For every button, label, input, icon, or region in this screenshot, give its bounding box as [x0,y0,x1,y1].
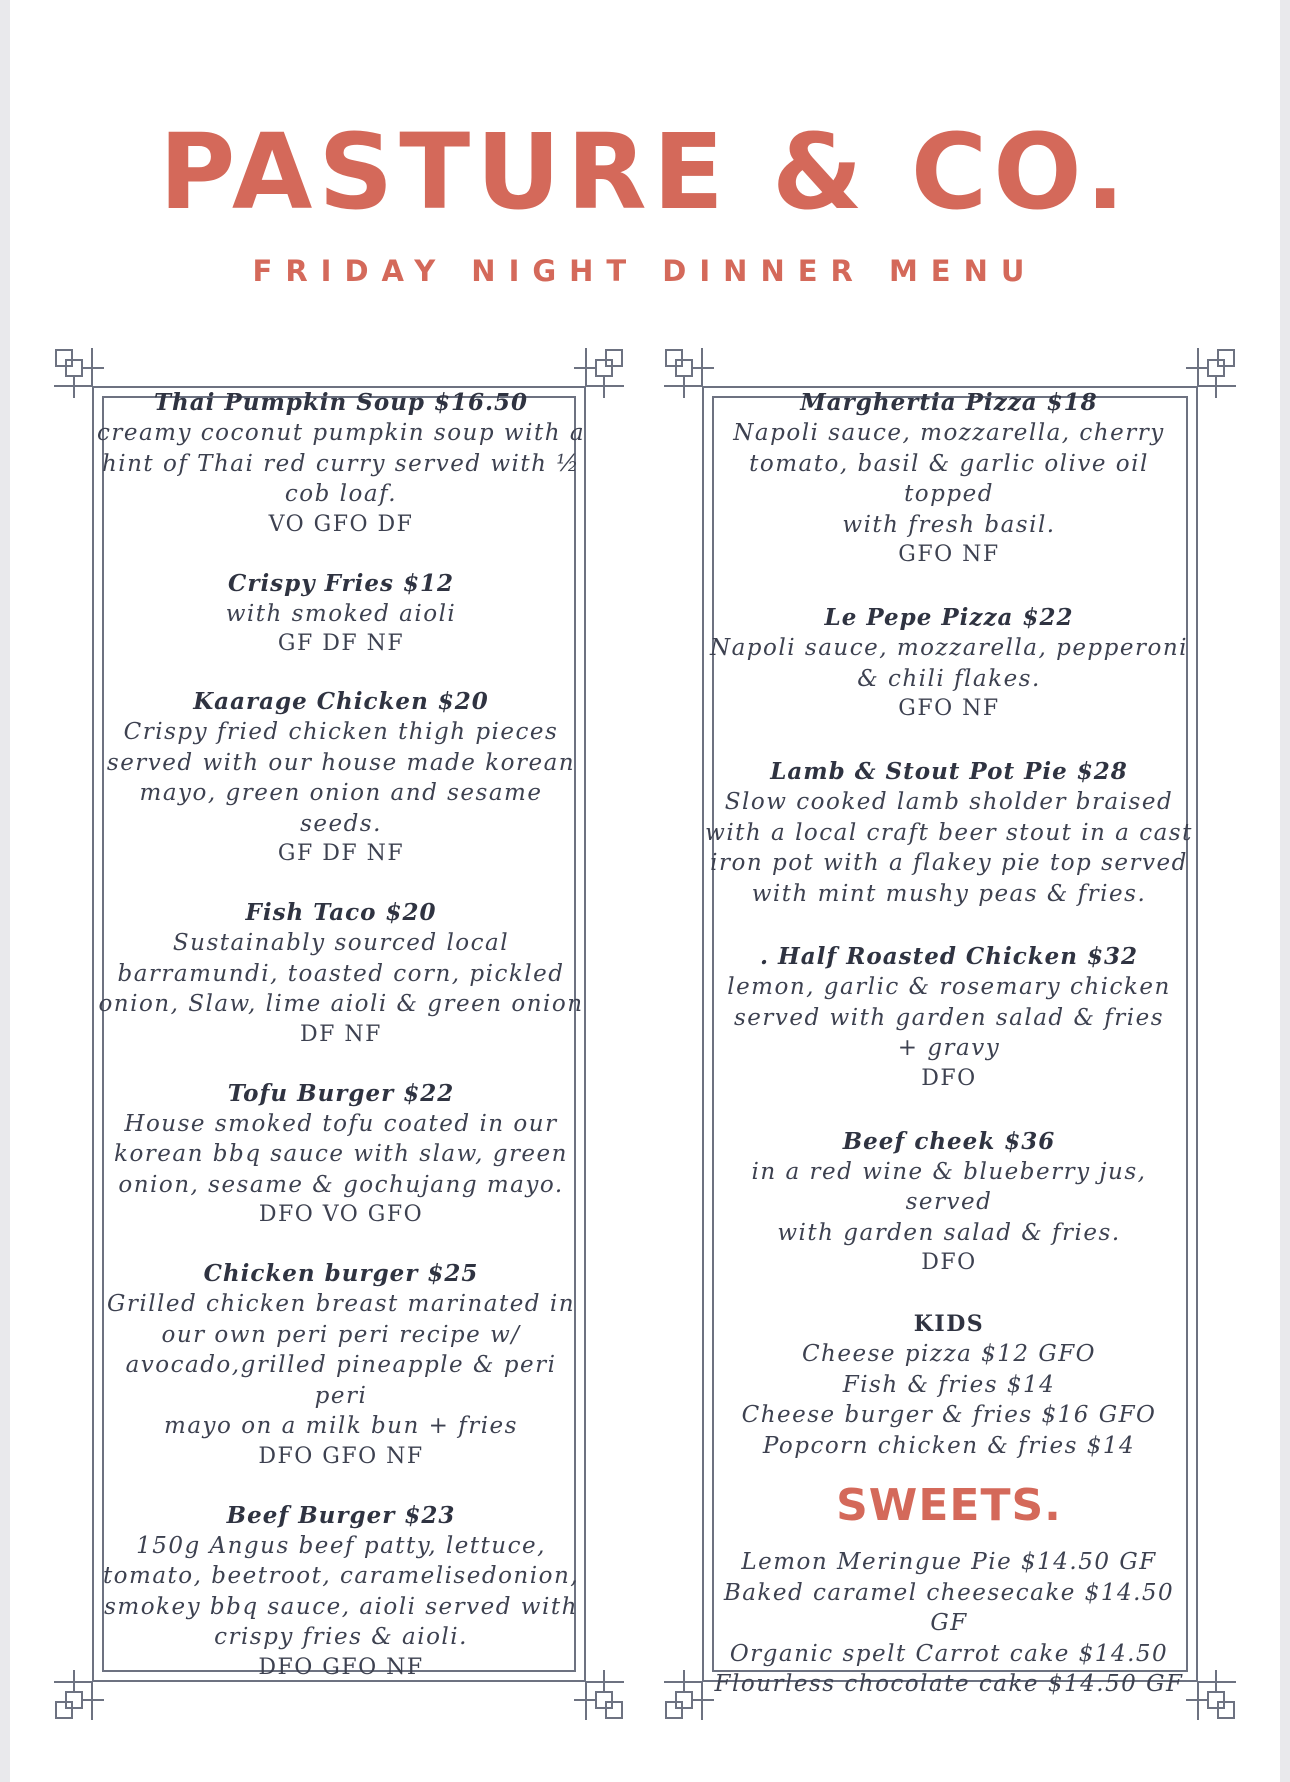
item-name: Kaarage Chicken $20 [193,688,489,715]
item-desc-line: mayo on a milk bun + fries [164,1413,518,1439]
item-name: Beef Burger $23 [226,1501,456,1529]
menu-item [704,603,1194,724]
item-desc-line: with garden salad & fries. [777,1219,1121,1246]
menu-item [96,687,586,869]
sweets-menu-line: Flourless chocolate cake $14.50 GF [714,1671,1184,1697]
menu-item [96,388,586,540]
item-desc-line: tomato, beetroot, caramelisedonion, [102,1563,580,1589]
item-name: Beef cheek $36 [842,1127,1056,1155]
sweets-menu-line: Organic spelt Carrot cake $14.50 [729,1640,1169,1667]
item-name: Le Pepe Pizza $22 [824,604,1074,631]
menu-item [96,898,586,1050]
item-desc-line: mayo, green onion and sesame seeds. [139,780,543,837]
item-desc-line: crispy fries & aioli. [214,1624,468,1650]
item-desc-line: creamy coconut pumpkin soup with a [96,420,586,446]
kids-menu-line: Fish & fries $14 [842,1371,1056,1398]
item-desc-line: avocado,grilled pineapple & peri peri [125,1352,557,1409]
menu-item [96,1079,586,1231]
item-desc-line: lemon, garlic & rosemary chicken [727,974,1171,1000]
sweets-section [704,1481,1194,1700]
item-desc-line: barramundi, toasted corn, pickled [117,960,565,987]
item-desc-line: smokey bbq sauce, aioli served with [104,1593,578,1620]
menu-item [704,388,1194,570]
item-tags: GFO NF [898,542,1000,567]
item-tags: GFO NF [898,696,1000,721]
item-desc-line: House smoked tofu coated in our [124,1110,558,1137]
item-desc-line: hint of Thai red curry served with ½ [101,450,581,477]
item-desc-line: + gravy [897,1035,1001,1061]
item-desc-line: with mint mushy peas & fries. [751,880,1147,907]
item-desc-line: Grilled chicken breast marinated in [106,1291,576,1317]
item-name: Marghertia Pizza $18 [800,389,1098,416]
item-desc-line: cob loaf. [284,481,398,507]
menu-subtitle: FRIDAY NIGHT DINNER MENU [252,254,1038,288]
item-desc-line: our own peri peri recipe w/ [161,1321,521,1348]
item-tags: DFO GFO NF [258,1443,424,1469]
kids-section [704,1309,1194,1461]
item-tags: DFO GFO NF [258,1654,424,1680]
item-desc-line: onion, Slaw, lime aioli & green onion [98,991,584,1017]
menu-item [704,757,1194,909]
sweets-menu-line: Baked caramel cheesecake $14.50 GF [723,1579,1175,1636]
item-tags: DFO [921,1250,977,1275]
menu-item [96,1259,586,1472]
item-name: . Half Roasted Chicken $32 [759,943,1139,970]
right-menu-column [704,388,1194,1700]
item-desc-line: korean bbq sauce with slaw, green [114,1141,568,1167]
sweets-menu-line: Lemon Meringue Pie $14.50 GF [741,1549,1157,1575]
item-desc-line: Crispy fried chicken thigh pieces [123,719,559,745]
item-tags: DF NF [300,1021,382,1047]
kids-menu-line: Cheese pizza $12 GFO [801,1341,1097,1367]
sweets-title: SWEETS. [836,1480,1062,1531]
item-tags: DFO VO GFO [258,1202,424,1227]
item-name: Thai Pumpkin Soup $16.50 [153,389,529,416]
kids-menu-line: Popcorn chicken & fries $14 [762,1432,1136,1459]
item-desc-line: with smoked aioli [225,600,457,627]
kids-menu-line: Cheese burger & fries $16 GFO [741,1402,1157,1428]
item-desc-line: served with our house made korean [106,749,576,776]
item-tags: GF DF NF [277,631,405,656]
menu-item [96,1501,586,1683]
item-desc-line: with a local craft beer stout in a cast [705,819,1193,846]
item-desc-line: onion, sesame & gochujang mayo. [118,1171,564,1198]
item-desc-line: Napoli sauce, mozzarella, cherry [733,420,1165,446]
item-desc-line: Sustainably sourced local [172,930,510,956]
left-menu-column [96,388,586,1683]
item-desc-line: tomato, basil & garlic olive oil topped [749,450,1149,507]
item-name: Chicken burger $25 [203,1260,479,1287]
menu-item [704,942,1194,1094]
item-desc-line: 150g Angus beef patty, lettuce, [136,1532,546,1559]
item-desc-line: Slow cooked lamb sholder braised [724,789,1174,815]
item-desc-line: with fresh basil. [842,511,1056,538]
item-desc-line: & chili flakes. [857,665,1041,692]
item-desc-line: served with garden salad & fries [733,1004,1165,1031]
item-desc-line: in a red wine & blueberry jus, served [751,1158,1147,1215]
item-name: Fish Taco $20 [245,899,437,926]
menu-item [96,569,586,660]
item-name: Lamb & Stout Pot Pie $28 [770,758,1128,785]
item-desc-line: iron pot with a flakey pie top served [710,850,1188,876]
kids-title: KIDS [913,1311,985,1337]
brand-title: PASTURE & CO. [159,111,1131,233]
item-tags: GF DF NF [277,841,405,866]
item-name: Tofu Burger $22 [227,1079,455,1107]
item-tags: DFO [921,1065,977,1091]
item-name: Crispy Fries $12 [228,569,454,597]
menu-item [704,1127,1194,1279]
item-tags: VO GFO DF [268,511,414,537]
item-desc-line: Napoli sauce, mozzarella, pepperoni [709,635,1189,661]
